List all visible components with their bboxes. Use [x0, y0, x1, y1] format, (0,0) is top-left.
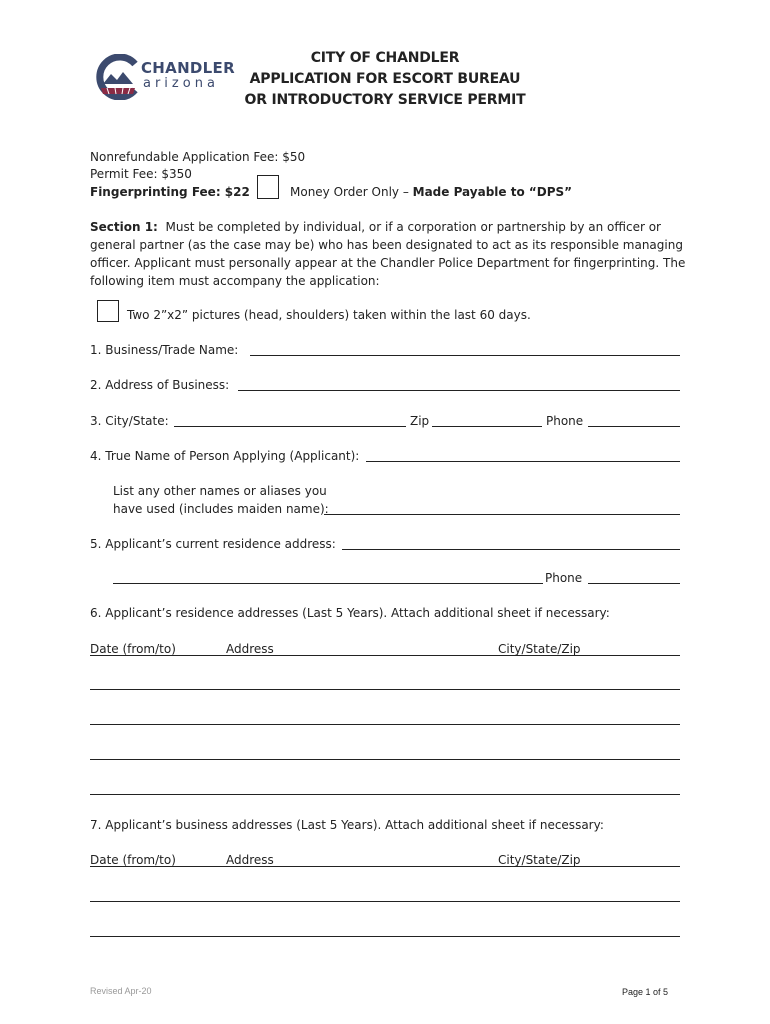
residence-row-3[interactable] — [90, 759, 680, 760]
section1-line-4: following item must accompany the application: — [90, 274, 380, 288]
aliases-field[interactable] — [324, 514, 680, 515]
residence-history-label: 6. Applicant’s residence addresses (Last 5 Years). Attach additional sheet if necessary: — [90, 606, 610, 620]
residence-address-field-2[interactable] — [113, 583, 543, 584]
logo-name: CHANDLER — [141, 59, 235, 77]
residence-phone-field[interactable] — [588, 583, 680, 584]
page-number: Page 1 of 5 — [622, 987, 669, 997]
zip-label: Zip — [410, 414, 430, 428]
business-name-field[interactable] — [250, 355, 680, 356]
applicant-name-label: 4. True Name of Person Applying (Applicant): — [90, 449, 360, 463]
page-title — [230, 48, 540, 111]
money-order-payee: Made Payable to “DPS” — [412, 185, 573, 199]
residence-address-field[interactable] — [342, 549, 680, 550]
permit-fee: Permit Fee: $350 — [90, 167, 192, 181]
business-name-label: 1. Business/Trade Name: — [90, 343, 239, 357]
business-row-2[interactable] — [90, 936, 680, 937]
section1-line-1 — [90, 220, 661, 235]
section1-line-3: officer. Applicant must personally appear at the Chandler Police Department for fingerprinting. The — [90, 256, 686, 270]
residence-header-rule — [90, 655, 680, 656]
money-order-checkbox[interactable] — [257, 175, 279, 199]
chandler-logo — [95, 54, 235, 100]
residence-row-1[interactable] — [90, 689, 680, 690]
residence-date-header: Date (from/to) — [90, 642, 176, 656]
business-city-header: City/State/Zip — [498, 853, 581, 867]
business-address-header: Address — [226, 853, 274, 867]
aliases-label-line-2: have used (includes maiden name): — [113, 502, 329, 516]
business-address-field[interactable] — [238, 390, 680, 391]
applicant-name-field[interactable] — [366, 461, 680, 462]
money-order-note — [290, 185, 572, 200]
business-header-rule — [90, 866, 680, 867]
revised-date: Revised Apr-20 — [90, 986, 152, 996]
section1-label: Section 1: — [90, 220, 158, 234]
residence-row-2[interactable] — [90, 724, 680, 725]
title-line-3: OR INTRODUCTORY SERVICE PERMIT — [244, 92, 526, 108]
city-state-label: 3. City/State: — [90, 414, 169, 428]
business-history-label: 7. Applicant’s business addresses (Last 5 Years). Attach additional sheet if necessary: — [90, 818, 604, 832]
business-address-label: 2. Address of Business: — [90, 378, 230, 392]
application-fee: Nonrefundable Application Fee: $50 — [90, 150, 306, 164]
title-line-1: CITY OF CHANDLER — [310, 50, 460, 66]
fingerprinting-fee: Fingerprinting Fee: $22 — [90, 185, 250, 199]
pictures-checkbox[interactable] — [97, 300, 119, 322]
business-date-header: Date (from/to) — [90, 853, 176, 867]
residence-city-header: City/State/Zip — [498, 642, 581, 656]
section1-text-1: Must be completed by individual, or if a corporation or partnership by an officer or — [165, 220, 661, 234]
money-order-prefix: Money Order Only – — [290, 185, 413, 199]
residence-row-4[interactable] — [90, 794, 680, 795]
residence-phone-label: Phone — [545, 571, 583, 585]
section1-line-2: general partner (as the case may be) who has been designated to act as its responsible managing — [90, 238, 683, 252]
pictures-requirement: Two 2”x2” pictures (head, shoulders) taken within the last 60 days. — [127, 308, 531, 322]
business-row-1[interactable] — [90, 901, 680, 902]
residence-address-label: 5. Applicant’s current residence address: — [90, 537, 336, 551]
phone-field[interactable] — [588, 426, 680, 427]
logo-sub: arizona — [143, 76, 219, 91]
title-line-2: APPLICATION FOR ESCORT BUREAU — [249, 71, 521, 87]
city-state-field[interactable] — [174, 426, 406, 427]
chandler-logo-icon — [95, 54, 139, 100]
residence-address-header: Address — [226, 642, 274, 656]
aliases-label-line-1: List any other names or aliases you — [113, 484, 327, 498]
zip-field[interactable] — [432, 426, 542, 427]
phone-label: Phone — [546, 414, 584, 428]
